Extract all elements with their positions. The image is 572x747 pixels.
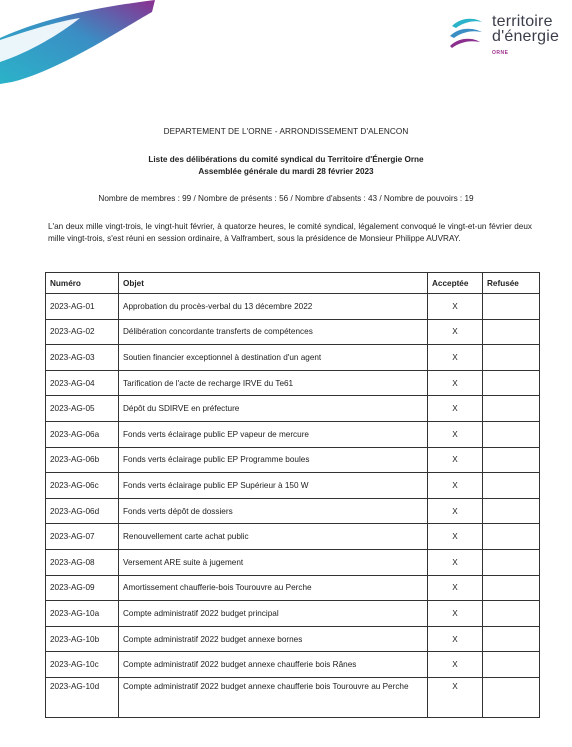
cell-acceptee: X [428, 575, 483, 601]
table-row [46, 345, 540, 371]
cell-numero: 2023-AG-10d [46, 677, 119, 717]
cell-objet: Compte administratif 2022 budget annexe bornes [119, 626, 428, 652]
cell-refusee [483, 677, 540, 717]
cell-numero: 2023-AG-10b [46, 626, 119, 652]
cell-objet: Fonds verts éclairage public EP Programme boules [119, 447, 428, 473]
department-heading: DEPARTEMENT DE L'ORNE - ARRONDISSEMENT D'ALENCON [163, 127, 409, 136]
cell-objet: Compte administratif 2022 budget annexe chaufferie bois Tourouvre au Perche [119, 677, 428, 717]
cell-acceptee: X [428, 652, 483, 678]
title-line-1: Liste des délibérations du comité syndical du Territoire d'Énergie Orne [148, 155, 424, 164]
cell-refusee [483, 370, 540, 396]
table-row [46, 652, 540, 678]
cell-objet: Compte administratif 2022 budget annexe chaufferie bois Rânes [119, 652, 428, 678]
table-row [46, 370, 540, 396]
table-row [46, 575, 540, 601]
cell-numero: 2023-AG-10a [46, 601, 119, 627]
cell-objet: Soutien financier exceptionnel à destination d'un agent [119, 345, 428, 371]
column-header-refusee: Refusée [483, 273, 540, 294]
table-row [46, 524, 540, 550]
logo-wordmark [492, 14, 559, 44]
territoire-energie-logo-icon [446, 16, 486, 50]
cell-refusee [483, 396, 540, 422]
cell-objet: Compte administratif 2022 budget principal [119, 601, 428, 627]
cell-numero: 2023-AG-08 [46, 549, 119, 575]
cell-refusee [483, 345, 540, 371]
cell-numero: 2023-AG-07 [46, 524, 119, 550]
document-title [0, 154, 572, 178]
cell-numero: 2023-AG-03 [46, 345, 119, 371]
cell-acceptee: X [428, 319, 483, 345]
cell-refusee [483, 575, 540, 601]
logo-subtitle: ORNE [492, 50, 509, 56]
cell-numero: 2023-AG-04 [46, 370, 119, 396]
cell-refusee [483, 498, 540, 524]
logo-line-2: d'énergie [492, 28, 560, 45]
table-row [46, 626, 540, 652]
table-row [46, 677, 540, 717]
cell-objet: Renouvellement carte achat public [119, 524, 428, 550]
cell-refusee [483, 421, 540, 447]
cell-objet: Versement ARE suite à jugement [119, 549, 428, 575]
intro-paragraph: L'an deux mille vingt-trois, le vingt-huit février, à quatorze heures, le comité syndical, légalement convoqué le vingt-et-un février deux mille vingt-trois, s'est réuni en session ordinaire, à Valframbert, sous la présidence de Monsieur Philippe AUVRAY. [48, 222, 532, 243]
cell-objet: Fonds verts éclairage public EP Supérieur à 150 W [119, 473, 428, 499]
cell-objet: Fonds verts éclairage public EP vapeur de mercure [119, 421, 428, 447]
cell-numero: 2023-AG-09 [46, 575, 119, 601]
cell-numero: 2023-AG-01 [46, 294, 119, 320]
column-header-acceptee: Acceptée [428, 273, 483, 294]
deliberations-table [45, 272, 540, 718]
cell-acceptee: X [428, 345, 483, 371]
cell-refusee [483, 473, 540, 499]
cell-objet: Fonds verts dépôt de dossiers [119, 498, 428, 524]
column-header-numero: Numéro [46, 273, 119, 294]
cell-acceptee: X [428, 524, 483, 550]
cell-acceptee: X [428, 677, 483, 717]
cell-acceptee: X [428, 370, 483, 396]
cell-acceptee: X [428, 421, 483, 447]
cell-acceptee: X [428, 549, 483, 575]
cell-objet: Approbation du procès-verbal du 13 décembre 2022 [119, 294, 428, 320]
table-row [46, 473, 540, 499]
cell-refusee [483, 626, 540, 652]
column-header-objet: Objet [119, 273, 428, 294]
table-row [46, 319, 540, 345]
table-row [46, 601, 540, 627]
cell-acceptee: X [428, 498, 483, 524]
cell-acceptee: X [428, 396, 483, 422]
logo-line-1: territoire [492, 13, 553, 30]
cell-objet: Dépôt du SDIRVE en préfecture [119, 396, 428, 422]
table-row [46, 498, 540, 524]
cell-objet: Amortissement chaufferie-bois Tourouvre au Perche [119, 575, 428, 601]
cell-acceptee: X [428, 473, 483, 499]
decorative-swoosh [0, 0, 160, 85]
table-row [46, 447, 540, 473]
cell-acceptee: X [428, 447, 483, 473]
cell-acceptee: X [428, 626, 483, 652]
table-row [46, 549, 540, 575]
table-header-row [46, 273, 540, 294]
title-line-2: Assemblée générale du mardi 28 février 2023 [198, 167, 374, 176]
cell-refusee [483, 601, 540, 627]
cell-numero: 2023-AG-10c [46, 652, 119, 678]
cell-numero: 2023-AG-06c [46, 473, 119, 499]
attendance-counts: Nombre de membres : 99 / Nombre de présents : 56 / Nombre d'absents : 43 / Nombre de pouvoirs : 19 [98, 194, 474, 203]
cell-refusee [483, 319, 540, 345]
cell-refusee [483, 549, 540, 575]
cell-refusee [483, 447, 540, 473]
table-row [46, 294, 540, 320]
cell-objet: Tarification de l'acte de recharge IRVE du Te61 [119, 370, 428, 396]
cell-objet: Délibération concordante transferts de compétences [119, 319, 428, 345]
cell-numero: 2023-AG-02 [46, 319, 119, 345]
table-row [46, 396, 540, 422]
table-row [46, 421, 540, 447]
cell-acceptee: X [428, 601, 483, 627]
cell-acceptee: X [428, 294, 483, 320]
cell-refusee [483, 294, 540, 320]
cell-numero: 2023-AG-06d [46, 498, 119, 524]
cell-refusee [483, 652, 540, 678]
cell-refusee [483, 524, 540, 550]
logo [446, 14, 568, 56]
cell-numero: 2023-AG-05 [46, 396, 119, 422]
cell-numero: 2023-AG-06a [46, 421, 119, 447]
cell-numero: 2023-AG-06b [46, 447, 119, 473]
